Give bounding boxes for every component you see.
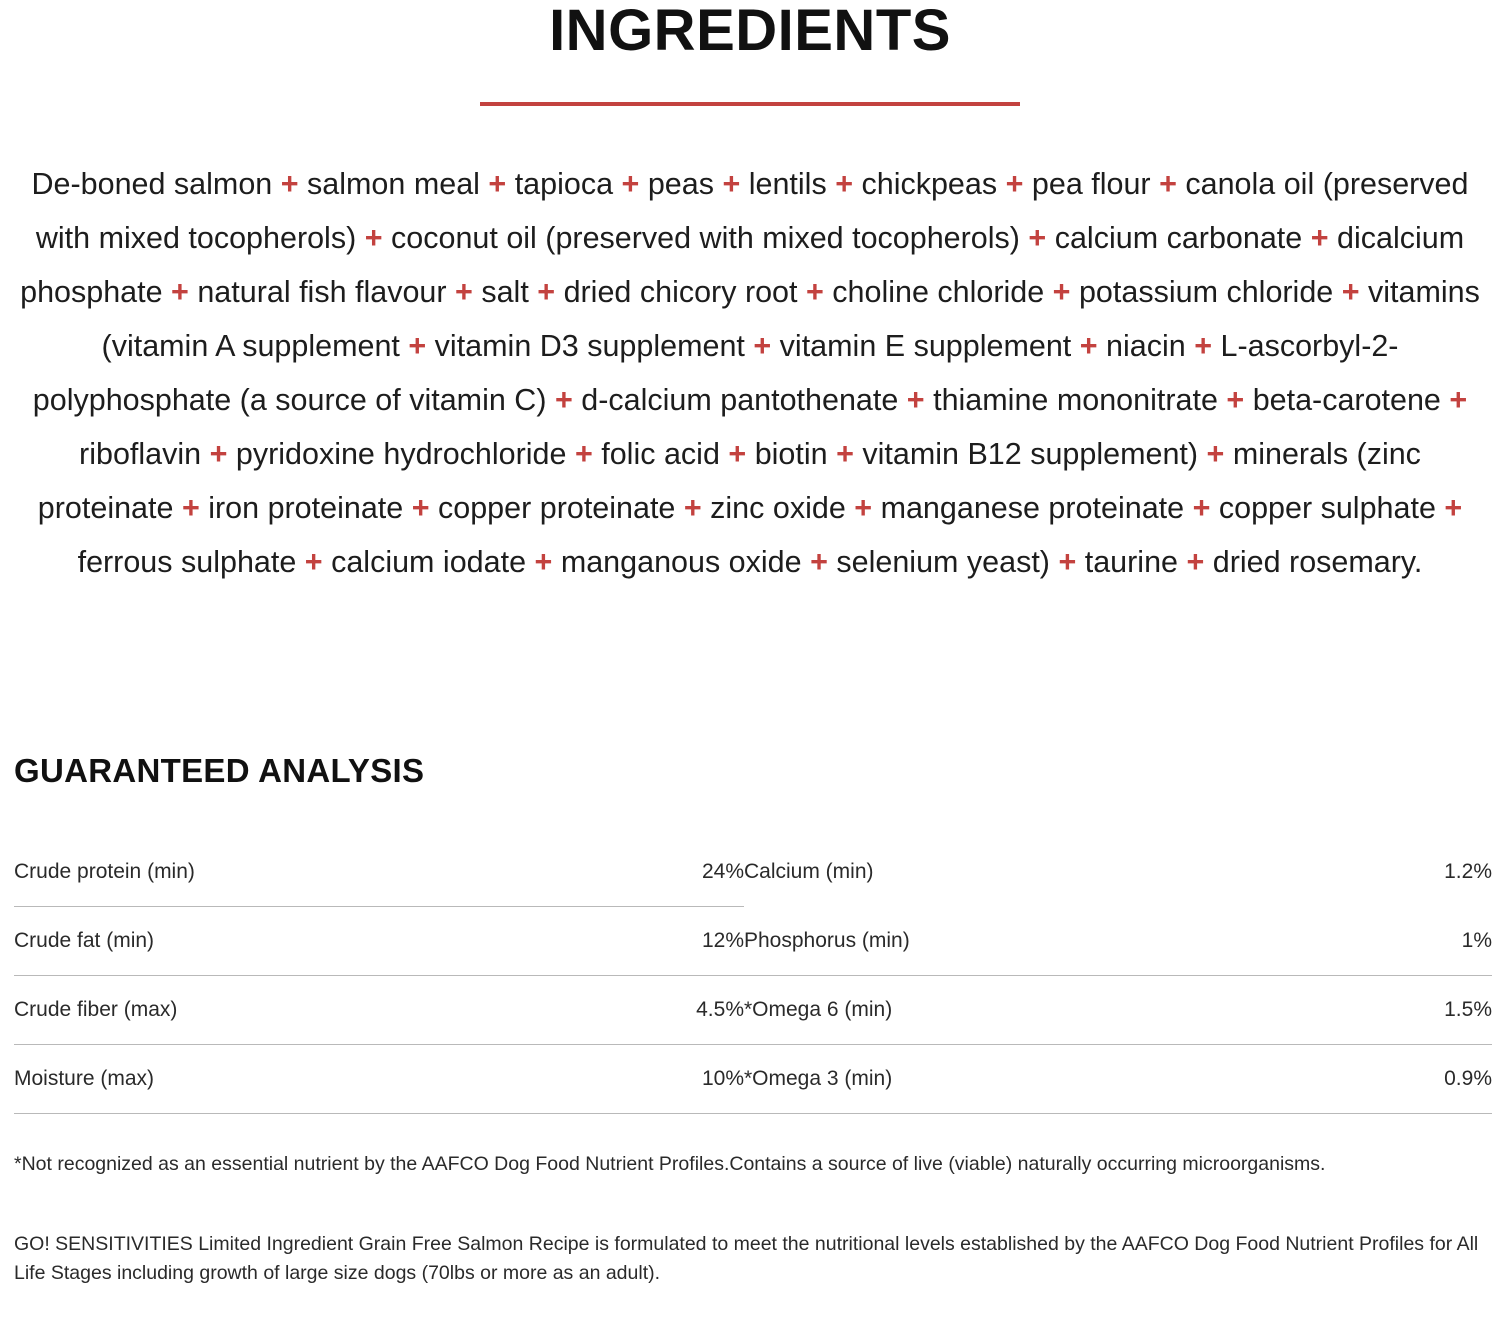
ingredient-separator-icon: + xyxy=(296,544,332,579)
ingredient-item: De-boned salmon xyxy=(31,167,273,201)
ingredient-separator-icon: + xyxy=(272,167,308,201)
title-underline-divider xyxy=(480,102,1020,106)
ingredient-separator-icon: + xyxy=(827,436,863,471)
ingredient-item: folic acid xyxy=(601,436,720,471)
page-title: INGREDIENTS xyxy=(549,0,951,63)
ingredient-separator-icon: + xyxy=(399,328,435,363)
ingredient-item: tapioca xyxy=(514,167,614,201)
ingredient-separator-icon: + xyxy=(719,436,755,471)
ingredient-separator-icon: + xyxy=(1150,167,1186,201)
ingredient-item: chickpeas xyxy=(861,167,998,201)
ingredient-separator-icon: + xyxy=(997,167,1032,201)
ingredient-item: d-calcium pantothenate xyxy=(581,382,899,417)
ingredient-separator-icon: + xyxy=(526,544,561,579)
nutrient-value-right: 0.9% xyxy=(1304,1044,1492,1113)
nutrient-label-left: Crude protein (min) xyxy=(14,838,544,907)
ingredient-item: potassium chloride xyxy=(1078,274,1334,309)
ingredient-item: dried rosemary. xyxy=(1212,544,1423,579)
table-row xyxy=(14,975,1492,1044)
ingredient-separator-icon: + xyxy=(845,490,881,525)
ingredient-item: iron proteinate xyxy=(208,490,404,525)
nutrient-value-right: 1.2% xyxy=(1444,859,1492,883)
ingredient-separator-icon: + xyxy=(1440,382,1468,417)
guaranteed-analysis-table xyxy=(14,838,1492,1114)
ingredient-separator-icon: + xyxy=(479,167,515,201)
ingredient-separator-icon: + xyxy=(1049,544,1085,579)
nutrient-value-right: 1% xyxy=(1304,906,1492,975)
ingredients-list xyxy=(8,158,1492,590)
ingredient-item: coconut oil (preserved with mixed tocopherols) xyxy=(391,220,1020,255)
ingredient-separator-icon: + xyxy=(744,328,780,363)
nutrient-label-left: Crude fat (min) xyxy=(14,906,544,975)
ingredient-separator-icon: + xyxy=(801,544,837,579)
ingredient-item: choline chloride xyxy=(832,274,1045,309)
ingredient-separator-icon: + xyxy=(898,382,934,417)
ingredient-item: vitamin D3 supplement xyxy=(434,328,745,363)
nutrient-value-right: 1.5% xyxy=(1304,975,1492,1044)
nutrient-value-left: 4.5% xyxy=(544,975,744,1044)
ingredient-item: biotin xyxy=(754,436,828,471)
nutrient-label-right: Calcium (min) xyxy=(744,859,874,883)
ingredient-item: calcium iodate xyxy=(331,544,527,579)
ingredient-item: vitamins (vitamin A supplement xyxy=(101,274,1480,363)
ingredient-separator-icon: + xyxy=(1044,274,1079,309)
ingredient-separator-icon: + xyxy=(1071,328,1107,363)
guaranteed-analysis-section xyxy=(8,752,1492,1114)
ingredient-item: calcium carbonate xyxy=(1054,220,1303,255)
ingredient-item: peas xyxy=(647,167,714,201)
ingredient-item: vitamin E supplement xyxy=(779,328,1072,363)
ingredient-item: salmon meal xyxy=(307,167,480,201)
ingredient-item: minerals (zinc proteinate xyxy=(37,436,1421,525)
ingredient-separator-icon: + xyxy=(826,167,862,201)
ingredient-item: niacin xyxy=(1106,328,1186,363)
ingredient-separator-icon: + xyxy=(1435,490,1463,525)
table-row xyxy=(14,906,1492,975)
ingredient-separator-icon: + xyxy=(173,490,209,525)
ingredient-item: vitamin B12 supplement) xyxy=(862,436,1199,471)
ingredient-item: riboflavin xyxy=(79,436,202,471)
nutrient-label-left: Crude fiber (max) xyxy=(14,975,544,1044)
ingredient-item: manganous oxide xyxy=(560,544,802,579)
ingredient-separator-icon: + xyxy=(1184,490,1219,525)
ingredient-item: salt xyxy=(481,274,529,309)
ingredient-separator-icon: + xyxy=(446,274,482,309)
ingredient-item: ferrous sulphate xyxy=(77,544,297,579)
ingredient-separator-icon: + xyxy=(1185,328,1221,363)
ingredient-separator-icon: + xyxy=(1198,436,1233,471)
ingredient-item: zinc oxide xyxy=(710,490,846,525)
ingredient-item: natural fish flavour xyxy=(197,274,447,309)
ingredient-item: selenium yeast) xyxy=(836,544,1050,579)
ingredient-separator-icon: + xyxy=(356,220,392,255)
guaranteed-analysis-title: GUARANTEED ANALYSIS xyxy=(14,751,425,789)
ingredient-separator-icon: + xyxy=(675,490,711,525)
ingredient-separator-icon: + xyxy=(201,436,236,471)
nutrient-label-right: *Omega 3 (min) xyxy=(744,1044,1304,1113)
ingredient-item: pea flour xyxy=(1031,167,1151,201)
aafco-disclaimer-text: GO! SENSITIVITIES Limited Ingredient Grain Free Salmon Recipe is formulated to meet the nutritional levels established by the AAFCO Dog Food Nutrient Profiles for All Life Stages including growth of large size dogs (70lbs or more as an adult). xyxy=(14,1233,1479,1285)
ingredient-item: L-ascorbyl-2-polyphosphate (a source of vitamin C) xyxy=(32,328,1399,417)
ingredient-item: lentils xyxy=(748,167,827,201)
ingredient-item: pyridoxine hydrochloride xyxy=(235,436,567,471)
ingredient-separator-icon: + xyxy=(566,436,602,471)
ingredient-separator-icon: + xyxy=(1302,220,1337,255)
nutrient-label-left: Moisture (max) xyxy=(14,1044,544,1113)
ingredient-item: copper sulphate xyxy=(1218,490,1436,525)
ingredient-separator-icon: + xyxy=(797,274,833,309)
footnote-text: *Not recognized as an essential nutrient by the AAFCO Dog Food Nutrient Profiles.Contains a source of live (viable) naturally occurring microorganisms. xyxy=(14,1152,1326,1175)
ingredient-item: thiamine mononitrate xyxy=(933,382,1218,417)
ingredient-item: canola oil (preserved with mixed tocopherols) xyxy=(35,167,1469,255)
nutrient-value-left: 10% xyxy=(544,1044,744,1113)
ingredient-item: dicalcium phosphate xyxy=(20,220,1465,309)
ingredient-separator-icon: + xyxy=(528,274,564,309)
nutrient-label-right: Phosphorus (min) xyxy=(744,906,1304,975)
ingredient-separator-icon: + xyxy=(403,490,438,525)
table-row xyxy=(14,1044,1492,1113)
nutrient-value-left: 24% xyxy=(544,838,744,907)
ingredient-separator-icon: + xyxy=(613,167,648,201)
ingredient-item: beta-carotene xyxy=(1252,382,1441,417)
ingredient-separator-icon: + xyxy=(713,167,749,201)
ingredient-item: taurine xyxy=(1084,544,1178,579)
ingredient-separator-icon: + xyxy=(546,382,582,417)
nutrient-label-right: *Omega 6 (min) xyxy=(744,975,1304,1044)
ingredient-separator-icon: + xyxy=(1178,544,1213,579)
ingredient-separator-icon: + xyxy=(1019,220,1055,255)
ingredient-separator-icon: + xyxy=(1217,382,1253,417)
nutrient-value-left: 12% xyxy=(544,906,744,975)
ingredient-item: dried chicory root xyxy=(563,274,798,309)
ingredient-item: manganese proteinate xyxy=(880,490,1185,525)
ingredient-separator-icon: + xyxy=(1333,274,1369,309)
guaranteed-analysis-body xyxy=(14,838,1492,1114)
table-row xyxy=(14,838,1492,907)
ingredient-separator-icon: + xyxy=(162,274,198,309)
ingredient-item: copper proteinate xyxy=(438,490,676,525)
